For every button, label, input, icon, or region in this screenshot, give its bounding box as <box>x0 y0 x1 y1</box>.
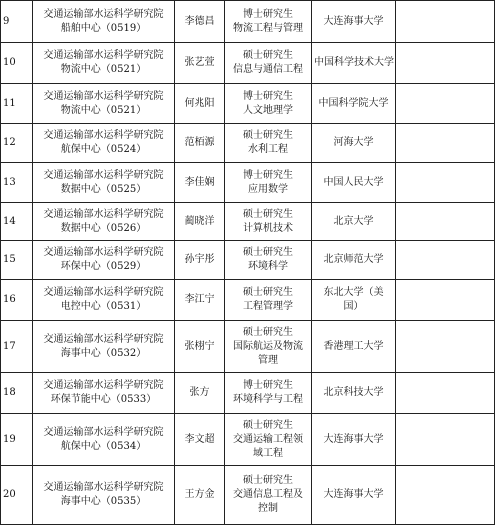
row-number: 16 <box>1 280 33 321</box>
unit-cell <box>33 203 175 241</box>
table-row <box>1 373 495 414</box>
school-cell-line: 大连海事大学 <box>323 433 384 445</box>
degree-cell-line: 交通运输工程领 <box>233 433 303 445</box>
degree-cell-line: 硕士研究生 <box>243 208 293 220</box>
empty-cell <box>396 203 495 241</box>
empty-cell <box>396 241 495 280</box>
degree-cell-line: 硕士研究生 <box>243 475 293 486</box>
degree-cell <box>225 43 312 84</box>
unit-cell <box>33 280 175 321</box>
degree-cell-line: 工程管理学 <box>243 301 293 312</box>
unit-cell-line: 交通运输部水运科学研究院 <box>43 287 164 298</box>
degree-cell-line: 应用数学 <box>248 183 288 195</box>
unit-cell <box>33 466 175 525</box>
degree-cell <box>225 466 312 525</box>
degree-cell-line: 硕士研究生 <box>243 130 293 141</box>
table-row <box>1 280 495 321</box>
degree-cell <box>225 163 312 203</box>
table-row <box>1 241 495 280</box>
row-number: 11 <box>1 84 33 124</box>
row-number: 18 <box>1 373 33 414</box>
table-row <box>1 124 495 163</box>
degree-cell-line: 环境科学与工程 <box>233 394 303 405</box>
degree-cell-line: 域工程 <box>253 447 283 459</box>
unit-cell <box>33 373 175 414</box>
degree-cell-line: 硕士研究生 <box>243 326 293 338</box>
unit-cell <box>33 321 175 373</box>
school-cell-line: 国） <box>343 301 364 312</box>
name-cell: 张方 <box>175 373 225 414</box>
degree-cell-line: 管理 <box>258 354 278 366</box>
degree-cell-line: 人文地理学 <box>243 104 293 116</box>
degree-cell-line: 交通信息工程及 <box>233 489 303 500</box>
row-number: 12 <box>1 124 33 163</box>
degree-cell-line: 硕士研究生 <box>243 50 293 61</box>
unit-cell-line: 交通运输部水运科学研究院 <box>43 247 164 258</box>
name-cell: 张艺萱 <box>175 43 225 84</box>
name-cell: 张栩宁 <box>175 321 225 373</box>
unit-cell-line: 海事中心（0532） <box>60 347 147 359</box>
degree-cell <box>225 84 312 124</box>
school-cell <box>312 163 396 203</box>
empty-cell <box>396 414 495 466</box>
name-cell: 李文超 <box>175 414 225 466</box>
school-cell <box>312 124 396 163</box>
unit-cell-line: 物流中心（0521） <box>60 104 147 116</box>
degree-cell <box>225 1 312 43</box>
degree-cell-line: 博士研究生 <box>243 169 293 181</box>
empty-cell <box>396 321 495 373</box>
empty-cell <box>396 373 495 414</box>
row-number: 19 <box>1 414 33 466</box>
unit-cell-line: 船舶中心（0519） <box>60 22 147 34</box>
school-cell <box>312 373 396 414</box>
school-cell <box>312 203 396 241</box>
degree-cell-line: 控制 <box>258 503 278 514</box>
name-cell: 何兆阳 <box>175 84 225 124</box>
unit-cell-line: 交通运输部水运科学研究院 <box>43 8 164 20</box>
unit-cell <box>33 124 175 163</box>
unit-cell-line: 交通运输部水运科学研究院 <box>43 50 164 61</box>
table-row <box>1 1 495 43</box>
school-cell <box>312 321 396 373</box>
row-number: 9 <box>1 1 33 43</box>
unit-cell-line: 数据中心（0526） <box>60 222 147 234</box>
name-cell: 李江宁 <box>175 280 225 321</box>
unit-cell-line: 交通运输部水运科学研究院 <box>43 169 164 181</box>
degree-cell-line: 国际航运及物流 <box>233 340 303 352</box>
unit-cell-line: 环保中心（0529） <box>60 261 147 272</box>
degree-cell-line: 博士研究生 <box>243 90 293 102</box>
empty-cell <box>396 466 495 525</box>
unit-cell-line: 交通运输部水运科学研究院 <box>43 426 164 438</box>
empty-cell <box>396 124 495 163</box>
empty-cell <box>396 280 495 321</box>
school-cell-line: 河海大学 <box>333 137 374 148</box>
degree-cell-line: 硕士研究生 <box>243 287 293 298</box>
unit-cell-line: 交通运输部水运科学研究院 <box>43 90 164 102</box>
row-number: 14 <box>1 203 33 241</box>
school-cell-line: 大连海事大学 <box>323 489 384 500</box>
school-cell <box>312 241 396 280</box>
school-cell-line: 北京大学 <box>333 215 374 227</box>
unit-cell-line: 交通运输部水运科学研究院 <box>43 333 164 345</box>
school-cell <box>312 1 396 43</box>
unit-cell-line: 海事中心（0535） <box>60 496 147 507</box>
table-row <box>1 321 495 373</box>
row-number: 20 <box>1 466 33 525</box>
unit-cell-line: 航保中心（0534） <box>60 440 147 452</box>
row-number: 10 <box>1 43 33 84</box>
table-row <box>1 203 495 241</box>
degree-cell-line: 物流工程与管理 <box>233 22 303 34</box>
unit-cell <box>33 414 175 466</box>
degree-cell <box>225 321 312 373</box>
name-cell: 范栢源 <box>175 124 225 163</box>
unit-cell <box>33 163 175 203</box>
school-cell-line: 大连海事大学 <box>323 15 384 27</box>
empty-cell <box>396 84 495 124</box>
school-cell <box>312 43 396 84</box>
degree-cell-line: 硕士研究生 <box>243 247 293 258</box>
degree-cell <box>225 241 312 280</box>
degree-cell-line: 硕士研究生 <box>243 419 293 431</box>
school-cell <box>312 84 396 124</box>
name-cell: 李佳娴 <box>175 163 225 203</box>
empty-cell <box>396 163 495 203</box>
table-row <box>1 43 495 84</box>
unit-cell <box>33 84 175 124</box>
row-number: 15 <box>1 241 33 280</box>
school-cell <box>312 414 396 466</box>
school-cell-line: 中国科学技术大学 <box>314 57 394 68</box>
unit-cell-line: 物流中心（0521） <box>60 64 147 75</box>
empty-cell <box>396 43 495 84</box>
school-cell-line: 中国人民大学 <box>323 176 384 188</box>
unit-cell <box>33 1 175 43</box>
unit-cell <box>33 43 175 84</box>
school-cell-line: 东北大学（美 <box>323 287 384 298</box>
school-cell-line: 中国科学院大学 <box>318 97 389 109</box>
empty-cell <box>396 1 495 43</box>
school-cell-line: 香港理工大学 <box>323 340 384 352</box>
table-row <box>1 163 495 203</box>
unit-cell-line: 交通运输部水运科学研究院 <box>43 208 164 220</box>
degree-cell-line: 博士研究生 <box>243 380 293 391</box>
row-number: 13 <box>1 163 33 203</box>
unit-cell-line: 环保节能中心（0533） <box>50 394 157 405</box>
degree-cell-line: 博士研究生 <box>243 8 293 20</box>
unit-cell-line: 航保中心（0524） <box>60 144 147 155</box>
degree-cell <box>225 203 312 241</box>
unit-cell-line: 交通运输部水运科学研究院 <box>43 482 164 493</box>
name-cell: 王方金 <box>175 466 225 525</box>
degree-cell <box>225 414 312 466</box>
table-row <box>1 466 495 525</box>
degree-cell <box>225 124 312 163</box>
table-body <box>1 1 495 525</box>
unit-cell <box>33 241 175 280</box>
unit-cell-line: 交通运输部水运科学研究院 <box>43 130 164 141</box>
unit-cell-line: 数据中心（0525） <box>60 183 147 195</box>
name-cell: 孙宇彤 <box>175 241 225 280</box>
unit-cell-line: 交通运输部水运科学研究院 <box>43 380 164 391</box>
degree-cell <box>225 373 312 414</box>
unit-cell-line: 电控中心（0531） <box>60 301 147 312</box>
row-number: 17 <box>1 321 33 373</box>
degree-cell-line: 计算机技术 <box>243 222 293 234</box>
table-row <box>1 84 495 124</box>
school-cell <box>312 466 396 525</box>
degree-cell-line: 环境科学 <box>248 261 288 272</box>
name-cell: 蔺晓洋 <box>175 203 225 241</box>
degree-cell-line: 水利工程 <box>248 144 288 155</box>
school-cell <box>312 280 396 321</box>
degree-cell <box>225 280 312 321</box>
table-row <box>1 414 495 466</box>
name-cell: 李德昌 <box>175 1 225 43</box>
school-cell-line: 北京科技大学 <box>323 387 384 398</box>
school-cell-line: 北京师范大学 <box>323 254 384 265</box>
degree-cell-line: 信息与通信工程 <box>233 64 303 75</box>
